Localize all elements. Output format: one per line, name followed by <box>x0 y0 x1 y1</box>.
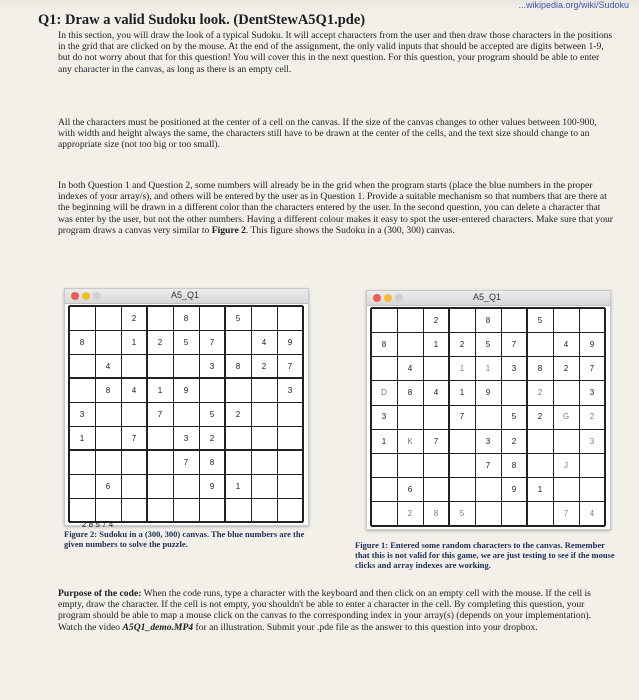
figure2-window-title: A5_Q1 <box>171 290 200 300</box>
figure2-grid-cell[interactable] <box>277 474 303 498</box>
figure2-grid-cell[interactable]: 1 <box>79 433 85 443</box>
figure2-grid-cell[interactable]: 1 <box>131 337 137 347</box>
figure2-grid-cell[interactable] <box>147 426 173 450</box>
figure1-grid-cell[interactable]: 7 <box>485 460 491 470</box>
figure2-grid-cell[interactable] <box>95 498 121 522</box>
figure2-grid-cell[interactable]: 8 <box>209 457 215 467</box>
figure1-grid-cell[interactable]: 2 <box>537 388 543 398</box>
figure2-grid-cell[interactable] <box>69 378 95 402</box>
figure2-grid-cell[interactable]: 7 <box>157 409 163 419</box>
figure1-grid-cell[interactable]: 4 <box>563 339 569 349</box>
figure2-grid-cell[interactable] <box>251 378 277 402</box>
figure1-grid-cell[interactable]: 1 <box>433 339 439 349</box>
figure1-grid-cell[interactable] <box>553 429 579 453</box>
figure2-grid-cell[interactable] <box>251 450 277 474</box>
page-title: Q1: Draw a valid Sudoku look. (DentStewA5Q1.pde) <box>38 12 366 28</box>
figure1-grid-cell[interactable] <box>397 453 423 477</box>
figure1-grid-cell[interactable]: 1 <box>459 364 465 374</box>
figure1-grid-cell[interactable] <box>527 453 553 477</box>
watch-post: for an illustration. Submit your .pde file as the answer to this question into your dropbox. <box>193 621 538 633</box>
figure1-grid-cell[interactable]: 7 <box>433 436 439 446</box>
zoom-dot-icon[interactable] <box>93 292 101 300</box>
figure2-caption: Figure 2: Sudoku in a (300, 300) canvas. The blue numbers are the given numbers to solve the puzzle. <box>64 529 305 549</box>
figure1-grid-cell[interactable]: 3 <box>511 364 517 374</box>
figure1-grid-cell[interactable]: 7 <box>563 509 569 519</box>
figure2-grid-cell[interactable]: 2 <box>157 337 163 347</box>
figure2-grid-cell[interactable]: 8 <box>105 385 111 395</box>
figure1-grid-cell[interactable] <box>397 332 423 356</box>
figure2-grid-cell[interactable] <box>225 426 251 450</box>
figure1-grid-cell[interactable]: 5 <box>459 509 465 519</box>
figure1-grid-cell[interactable] <box>579 308 605 332</box>
figure1-grid-cell[interactable]: 4 <box>589 509 595 519</box>
figure1-grid-cell[interactable]: 5 <box>511 412 517 422</box>
figure1-grid-cell[interactable]: 7 <box>511 339 517 349</box>
figure1-grid-cell[interactable] <box>371 502 397 526</box>
paragraph-intro: In this section, you will draw the look of a typical Sudoku. It will accept characters from the user and then draw those characters in the positions in the grid that are clicked on by the mouse. At the end of the assignment, the only valid inputs that should be accepted are digits between 1-9, but do not worry about that for this question! You will cover this in the next question. For this question, your program should be able to enter any character in the canvas, as long as there is an empty cell. <box>58 30 613 75</box>
figure1-grid-cell[interactable]: 5 <box>537 315 543 325</box>
figure2-grid-cell[interactable] <box>69 474 95 498</box>
figure2-grid-cell[interactable]: 9 <box>183 385 189 395</box>
figure1-grid-cell[interactable]: 2 <box>589 412 595 422</box>
figure1-sudoku-grid[interactable] <box>371 308 605 526</box>
figure2-grid-cell[interactable] <box>69 306 95 330</box>
figure1-grid-cell[interactable]: 8 <box>485 315 491 325</box>
close-dot-icon[interactable] <box>71 292 79 300</box>
figure1-grid-cell[interactable]: 9 <box>589 339 595 349</box>
figure1-grid-cell[interactable]: 2 <box>407 509 413 519</box>
figure1-grid-cell[interactable] <box>475 478 501 502</box>
minimize-dot-icon[interactable] <box>82 292 90 300</box>
paragraph-figure-ref-post: . This figure shows the Sudoku in a (300, 300) canvas. <box>245 224 455 236</box>
figure1-grid-cell[interactable] <box>449 453 475 477</box>
figure1-grid-cell[interactable]: 5 <box>485 339 491 349</box>
figure1-titlebar <box>367 291 610 306</box>
paragraph-colors <box>58 180 613 236</box>
figure1-grid-cell[interactable]: 9 <box>485 388 491 398</box>
figure2-grid-cell[interactable] <box>121 354 147 378</box>
figure1-grid-cell[interactable]: 8 <box>537 364 543 374</box>
figure1-grid-cell[interactable]: 3 <box>589 436 595 446</box>
figure2-grid-cell[interactable]: 8 <box>235 361 241 371</box>
minimize-dot-icon[interactable] <box>384 294 392 302</box>
figure1-grid-cell[interactable]: 8 <box>433 509 439 519</box>
figure2-grid-cell[interactable] <box>121 450 147 474</box>
figure2-grid-cell[interactable]: 7 <box>183 457 189 467</box>
purpose-text: When the code runs, type a character with the keyboard and then click on an empty cell with the mouse. If the cell is empty, draw the character. If the cell is not empty, you shouldn't be able to enter a character in the cell. By completing this question, your program should be able to map a mouse click on the canvas to the corresponding index in your array(s) (depends on your implementation). <box>58 588 592 622</box>
figure2-grid-cell[interactable]: 5 <box>209 409 215 419</box>
figure1-grid-cell[interactable] <box>579 478 605 502</box>
figure2-grid-cell[interactable]: 2 <box>131 313 137 323</box>
figure1-grid-cell[interactable] <box>371 356 397 380</box>
figure2-grid-cell[interactable] <box>225 330 251 354</box>
figure1-grid-cell[interactable]: 3 <box>589 388 595 398</box>
figure1-grid-cell[interactable] <box>449 478 475 502</box>
figure2-grid-cell[interactable] <box>121 402 147 426</box>
figure2-grid-cell[interactable]: 4 <box>131 385 137 395</box>
figure1-grid-cell[interactable]: K <box>407 436 413 446</box>
figure2-overflow-row: 2 8 5 7 4 <box>82 520 114 529</box>
figure2-grid-cell[interactable] <box>147 474 173 498</box>
figure2-grid-cell[interactable] <box>277 498 303 522</box>
figure2-grid-cell[interactable] <box>95 306 121 330</box>
figure1-grid-cell[interactable] <box>501 381 527 405</box>
figure1-grid-cell[interactable]: 7 <box>459 412 465 422</box>
figure1-grid-cell[interactable]: 4 <box>433 388 439 398</box>
figure2-grid-cell[interactable] <box>95 402 121 426</box>
figure2-window <box>64 288 309 526</box>
figure1-grid-cell[interactable] <box>475 405 501 429</box>
figure2-grid-cell[interactable] <box>95 450 121 474</box>
figure2-grid-cell[interactable]: 7 <box>209 337 215 347</box>
figure1-grid-cell[interactable]: 9 <box>511 485 517 495</box>
figure2-grid-cell[interactable] <box>69 450 95 474</box>
figure2-grid-cell[interactable] <box>251 306 277 330</box>
figure1-grid-cell[interactable] <box>397 308 423 332</box>
figure1-grid-cell[interactable]: 1 <box>485 364 491 374</box>
figure2-grid-cell[interactable] <box>225 498 251 522</box>
figure2-grid-cell[interactable]: 2 <box>261 361 267 371</box>
figure1-grid-cell[interactable]: 2 <box>433 315 439 325</box>
figure2-grid-cell[interactable]: 3 <box>183 433 189 443</box>
figure1-grid-cell[interactable]: D <box>381 388 387 398</box>
figure2-grid-cell[interactable]: 1 <box>157 385 163 395</box>
figure2-grid-cell[interactable] <box>173 498 199 522</box>
paragraph-centering: All the characters must be positioned at the center of a cell on the canvas. If the size of the canvas changes to other values between 100-900, with width and height always the same, the characters still have to be drawn at the center of the cells, and the text size should change to an appropriate size (not too big or too small). <box>58 117 597 151</box>
figure1-grid-cell[interactable]: 3 <box>381 412 387 422</box>
figure1-grid-cell[interactable] <box>527 332 553 356</box>
figure1-grid-cell[interactable] <box>527 502 553 526</box>
figure2-grid-cell[interactable] <box>147 354 173 378</box>
close-dot-icon[interactable] <box>373 294 381 302</box>
figure2-grid-cell[interactable] <box>121 498 147 522</box>
paragraph-figure-ref-pre: Make sure that your program draws a canvas very similar to <box>58 213 613 236</box>
figure2-grid-cell[interactable] <box>69 354 95 378</box>
figure1-grid-cell[interactable] <box>527 429 553 453</box>
paragraph-figure-ref-bold: Figure 2 <box>211 224 246 236</box>
paragraph-colors-text: In both Question 1 and Question 2, some numbers will already be in the grid when the program starts (place the blue numbers in the proper indexes of your array/s), and others will be entered by the user as in Question 1. Provide a suitable mechanism so that numbers that are there at the beginning will be drawn in a different color than the characters entered by the user. In the second question, you can delete a character that was enter by the user, but not the other numbers. Having a different colour makes it easy to spot the user-entered characters. <box>58 180 607 225</box>
figure2-grid-cell[interactable] <box>147 498 173 522</box>
figure1-grid-cell[interactable] <box>423 405 449 429</box>
watch-video-file: A5Q1_demo.MP4 <box>122 621 194 633</box>
figure1-grid-cell[interactable] <box>371 478 397 502</box>
figure2-sudoku-grid[interactable] <box>69 306 303 522</box>
figure1-grid-cell[interactable]: 1 <box>381 436 387 446</box>
figure2-grid-cell[interactable] <box>251 426 277 450</box>
figure1-grid-cell[interactable] <box>501 308 527 332</box>
figure1-grid-cell[interactable]: 2 <box>511 436 517 446</box>
figure1-grid-cell[interactable]: 1 <box>459 388 465 398</box>
top-link[interactable]: ...wikipedia.org/wiki/Sudoku <box>518 0 629 10</box>
figure1-caption: Figure 1: Entered some random characters to the canvas. Remember that this is not valid for this game, we are just testing to see if the mouse clicks and array indexes are working. <box>355 540 615 570</box>
figure1-grid-cell[interactable] <box>501 502 527 526</box>
figure2-grid-cell[interactable]: 3 <box>79 409 85 419</box>
figure1-grid-cell[interactable]: 6 <box>407 485 413 495</box>
figure1-grid-cell[interactable] <box>397 405 423 429</box>
paragraph-purpose <box>58 588 613 633</box>
figure2-grid-cell[interactable]: 2 <box>235 409 241 419</box>
figure1-grid-cell[interactable]: J <box>564 460 568 470</box>
figure2-grid-cell[interactable]: 6 <box>105 481 111 491</box>
figure2-grid-cell[interactable]: 7 <box>287 361 293 371</box>
figure2-grid-cell[interactable]: 8 <box>183 313 189 323</box>
figure1-grid-cell[interactable]: 8 <box>511 460 517 470</box>
purpose-label: Purpose of the code: <box>58 588 142 599</box>
figure2-grid-cell[interactable] <box>69 498 95 522</box>
figure1-grid-cell[interactable]: 8 <box>381 339 387 349</box>
figure2-grid-cell[interactable] <box>147 450 173 474</box>
figure1-grid-cell[interactable]: G <box>562 412 570 422</box>
figure1-grid-cell[interactable]: 3 <box>485 436 491 446</box>
figure2-grid-cell[interactable]: 5 <box>235 313 241 323</box>
zoom-dot-icon[interactable] <box>395 294 403 302</box>
figure1-grid-cell[interactable] <box>423 478 449 502</box>
figure2-grid-cell[interactable] <box>277 426 303 450</box>
figure1-window <box>366 290 611 530</box>
figure2-grid-cell[interactable]: 9 <box>287 337 293 347</box>
figure2-grid-cell[interactable]: 4 <box>105 361 111 371</box>
figure2-grid-cell[interactable]: 4 <box>261 337 267 347</box>
figure1-grid-cell[interactable]: 2 <box>563 364 569 374</box>
figure1-grid-cell[interactable] <box>449 429 475 453</box>
figure2-grid-cell[interactable] <box>95 426 121 450</box>
figure2-grid-cell[interactable] <box>225 450 251 474</box>
figure2-grid-cell[interactable]: 2 <box>209 433 215 443</box>
figure1-grid-cell[interactable]: 2 <box>459 339 465 349</box>
figure1-grid-cell[interactable] <box>371 453 397 477</box>
figure2-grid-cell[interactable] <box>121 474 147 498</box>
figure2-grid-cell[interactable]: 8 <box>79 337 85 347</box>
figure1-grid-cell[interactable] <box>423 356 449 380</box>
figure1-grid-cell[interactable]: 2 <box>537 412 543 422</box>
figure1-grid-cell[interactable] <box>449 308 475 332</box>
figure2-titlebar <box>65 289 308 304</box>
figure1-grid-cell[interactable] <box>423 453 449 477</box>
figure2-grid-cell[interactable] <box>251 498 277 522</box>
figure2-grid-cell[interactable] <box>199 498 225 522</box>
figure1-grid-cell[interactable] <box>371 308 397 332</box>
figure1-grid-cell[interactable]: 4 <box>407 364 413 374</box>
figure1-grid-cell[interactable] <box>553 381 579 405</box>
figure2-grid-cell[interactable] <box>199 306 225 330</box>
figure1-grid-cell[interactable] <box>475 502 501 526</box>
figure2-grid-cell[interactable] <box>173 354 199 378</box>
figure2-grid-cell[interactable]: 3 <box>287 385 293 395</box>
figure2-grid-cell[interactable] <box>199 378 225 402</box>
figure2-grid-cell[interactable] <box>95 330 121 354</box>
figure1-grid-cell[interactable] <box>553 308 579 332</box>
figure2-grid-cell[interactable] <box>225 378 251 402</box>
figure2-grid-cell[interactable] <box>173 402 199 426</box>
figure2-grid-cell[interactable]: 7 <box>131 433 137 443</box>
figure1-grid-cell[interactable]: 1 <box>537 485 543 495</box>
figure1-grid-cell[interactable]: 8 <box>407 388 413 398</box>
figure2-grid-cell[interactable]: 1 <box>235 481 241 491</box>
figure1-grid-cell[interactable]: 7 <box>589 364 595 374</box>
figure2-grid-cell[interactable] <box>251 402 277 426</box>
figure1-grid-cell[interactable] <box>553 478 579 502</box>
figure2-grid-cell[interactable] <box>277 450 303 474</box>
figure2-grid-cell[interactable] <box>251 474 277 498</box>
figure2-grid-cell[interactable] <box>277 402 303 426</box>
figure2-grid-cell[interactable] <box>277 306 303 330</box>
figure1-window-title: A5_Q1 <box>473 292 502 302</box>
figure2-grid-cell[interactable]: 5 <box>183 337 189 347</box>
figure2-grid-cell[interactable] <box>147 306 173 330</box>
watch-pre: Watch the video <box>58 621 123 633</box>
figure2-grid-cell[interactable]: 3 <box>209 361 215 371</box>
figure2-grid-cell[interactable]: 9 <box>209 481 215 491</box>
figure2-grid-cell[interactable] <box>173 474 199 498</box>
figure1-grid-cell[interactable] <box>579 453 605 477</box>
